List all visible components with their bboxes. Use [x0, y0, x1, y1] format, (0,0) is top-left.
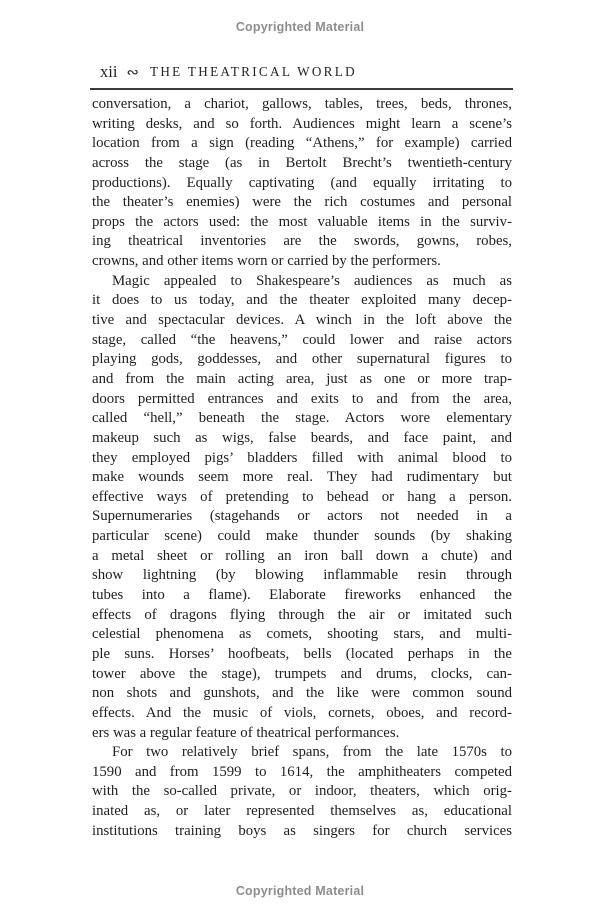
text-line: crowns, and other items worn or carried by the performers.: [92, 253, 441, 270]
text-line: show lightning (by blowing inflammable resin through: [92, 567, 512, 584]
text-line: stage, called “the heavens,” could lower and raise actors: [92, 331, 512, 348]
copyright-notice-bottom: Copyrighted Material: [235, 884, 365, 898]
text-line: conversation, a chariot, gallows, tables, trees, beds, thrones,: [92, 96, 512, 112]
text-line: writing desks, and so forth. Audiences might learn a scene’s: [92, 115, 512, 132]
text-line: it does to us today, and the theater exploited many decep-: [92, 292, 512, 309]
text-line: For two relatively brief spans, from the late 1570s to: [112, 744, 512, 761]
text-line: Magic appealed to Shakespeare’s audiences as much as: [112, 272, 512, 289]
text-line: effects of dragons flying through the air or imitated such: [92, 606, 512, 623]
copyright-notice-top: Copyrighted Material: [235, 20, 365, 34]
text-line: ing theatrical inventories are the swords, gowns, robes,: [92, 233, 512, 250]
text-line: location from a sign (reading “Athens,” for example) carried: [92, 135, 512, 152]
text-line: tower above the stage), trumpets and drums, clocks, can-: [92, 665, 512, 682]
text-line: Supernumeraries (stagehands or actors not needed in a: [92, 508, 512, 525]
text-line: inated as, or later represented themselves as, educational: [92, 803, 512, 820]
body-text: [92, 95, 512, 841]
text-line: effective ways of pretending to behead or hang a person.: [92, 488, 512, 505]
body-paragraph: [92, 743, 512, 841]
text-line: tubes into a flame). Elaborate fireworks enhanced the: [92, 587, 512, 604]
text-line: they employed pigs’ bladders filled with animal blood to: [92, 449, 512, 466]
text-line: playing gods, goddesses, and other supernatural figures to: [92, 351, 512, 368]
text-line: ers was a regular feature of theatrical performances.: [92, 724, 400, 741]
text-line: with the so-called private, or indoor, theaters, which orig-: [92, 783, 512, 800]
fleuron-ornament-icon: ∾: [126, 65, 139, 81]
body-paragraph: [92, 272, 512, 743]
body-paragraph: [92, 95, 512, 272]
text-line: the theater’s enemies) were the rich costumes and personal: [92, 194, 512, 211]
page-number: xii: [100, 62, 118, 81]
text-line: a metal sheet or rolling an iron ball down a chute) and: [92, 547, 512, 564]
text-line: props the actors used: the most valuable items in the surviv-: [92, 213, 512, 230]
text-line: tive and spectacular devices. A winch in the loft above the: [92, 312, 512, 329]
text-line: productions). Equally captivating (and equally irritating to: [92, 174, 512, 191]
text-line: called “hell,” beneath the stage. Actors wore elementary: [92, 410, 512, 427]
text-line: celestial phenomena as comets, shooting stars, and multi-: [92, 626, 512, 643]
text-line: non shots and gunshots, and the like were common sound: [92, 685, 512, 702]
text-line: doors permitted entrances and exits to and from the area,: [92, 390, 512, 407]
text-line: particular scene) could make thunder sounds (by shaking: [92, 528, 512, 545]
text-line: institutions training boys as singers for church services: [92, 822, 512, 839]
text-line: across the stage (as in Bertolt Brecht’s twentieth-century: [92, 154, 512, 171]
text-line: 1590 and from 1599 to 1614, the amphitheaters competed: [92, 763, 512, 780]
text-line: makeup such as wigs, false beards, and face paint, and: [92, 429, 512, 446]
text-line: effects. And the music of viols, cornets, oboes, and record-: [92, 704, 512, 721]
text-line: and from the main acting area, just as one or more trap-: [92, 370, 512, 387]
running-header-title: THE THEATRICAL WORLD: [150, 64, 357, 79]
text-line: ple suns. Horses’ hoofbeats, bells (located perhaps in the: [92, 645, 512, 662]
header-rule-divider: [90, 88, 513, 90]
running-header: [90, 62, 513, 82]
text-line: make wounds seem more real. They had rudimentary but: [92, 469, 512, 486]
